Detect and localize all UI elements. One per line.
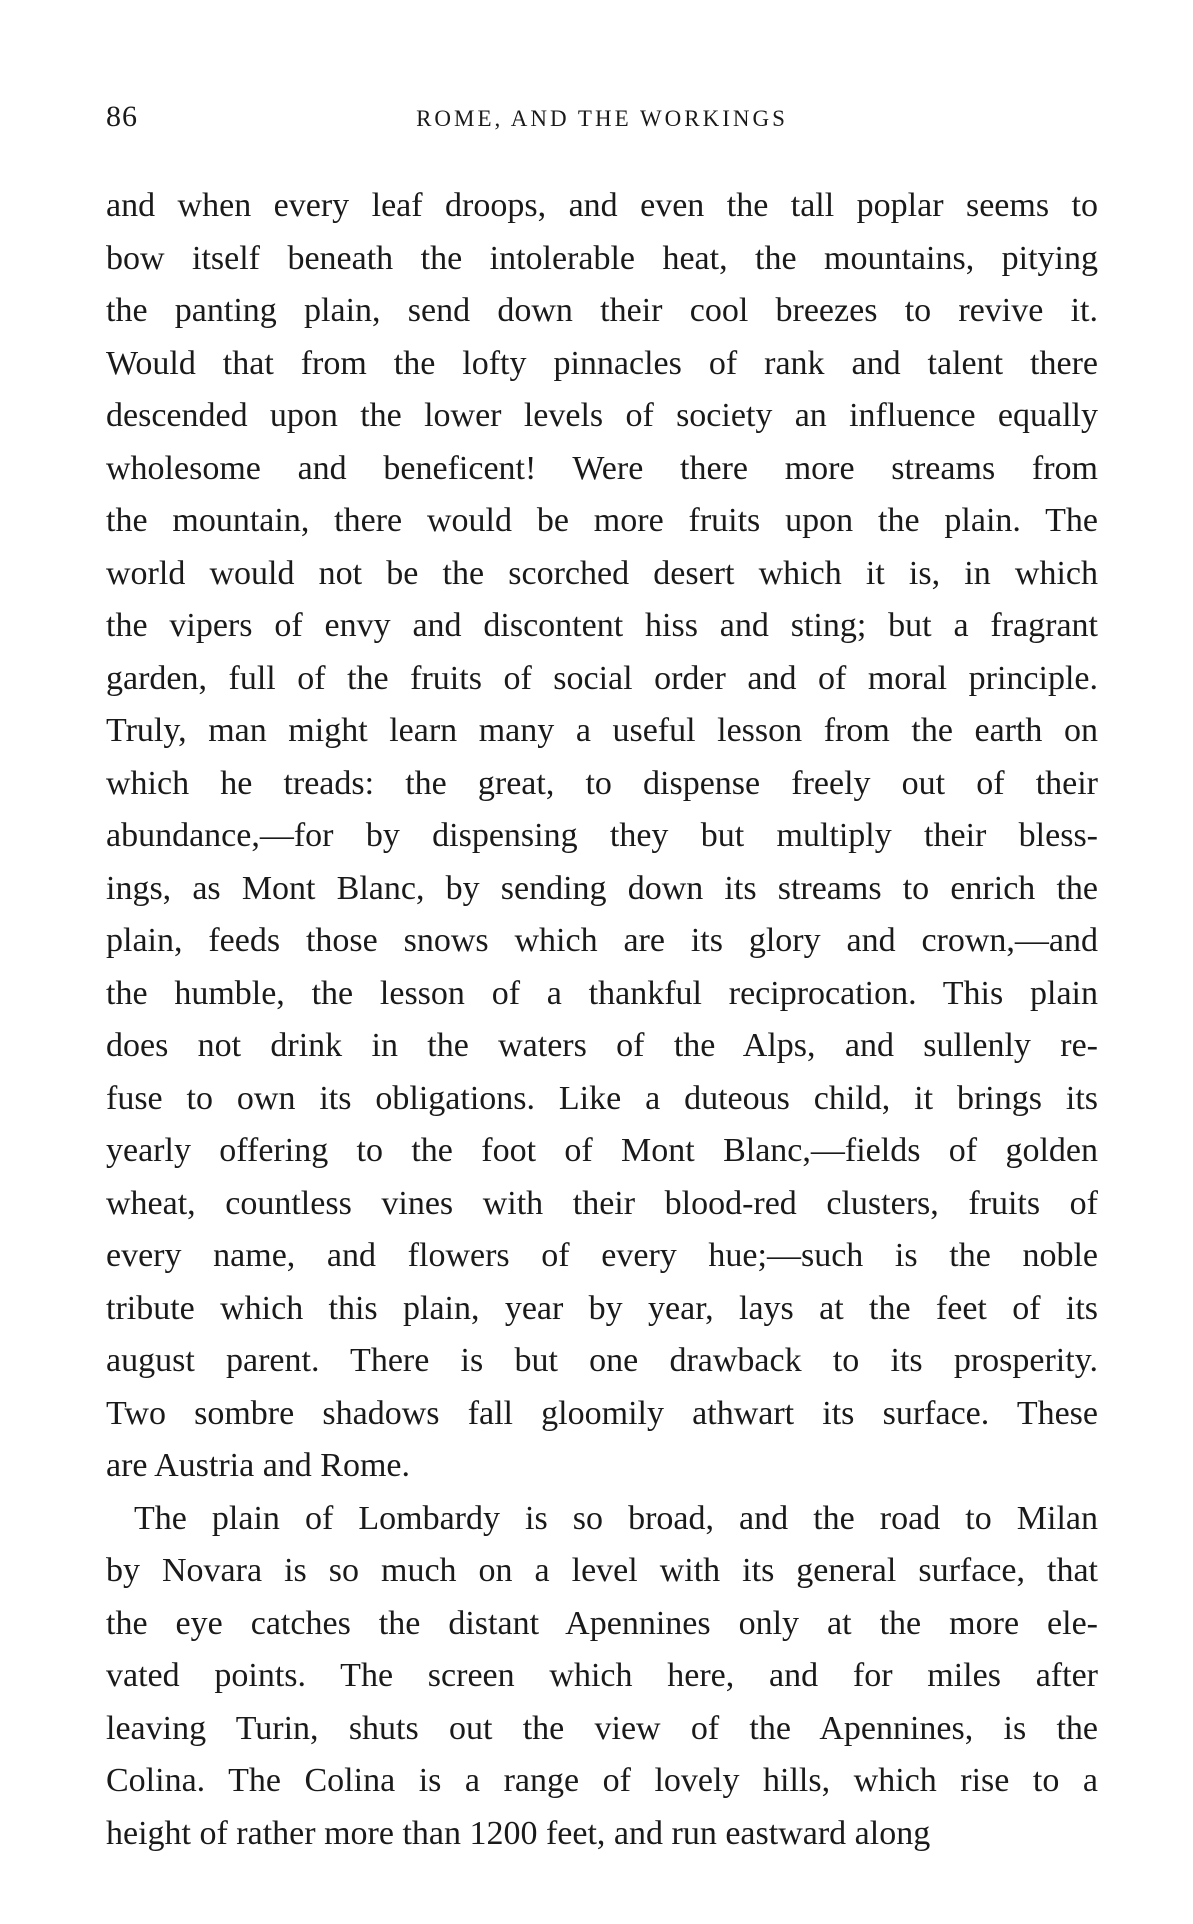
text-line: height of rather more than 1200 feet, and run eastward along [106,1814,931,1852]
text-line: the panting plain, send down their cool breezes to revive it. [106,292,1098,329]
text-line: garden, full of the fruits of social order and of moral principle. [106,659,1098,697]
text-line: Truly, man might learn many a useful lesson from the earth on [106,712,1098,749]
text-line: The plain of Lombardy is so broad, and the road to Milan [134,1499,1098,1537]
running-head: ROME, AND THE WORKINGS [416,106,788,131]
page-number: 86 [106,100,138,133]
text-line: and when every leaf droops, and even the tall poplar seems to [106,187,1098,224]
text-line: vated points. The screen which here, and for miles after [106,1657,1098,1694]
text-line: the mountain, there would be more fruits upon the plain. The [106,502,1098,539]
text-line: wheat, countless vines with their blood-red clusters, fruits of [106,1184,1098,1222]
text-line: are Austria and Rome. [106,1447,411,1484]
text-line: the humble, the lesson of a thankful reciprocation. This plain [106,974,1098,1012]
text-line: wholesome and beneficent! Were there more streams from [106,449,1098,487]
text-line: every name, and flowers of every hue;—such is the noble [106,1237,1098,1274]
text-line: which he treads: the great, to dispense freely out of their [106,764,1098,802]
text-line: Two sombre shadows fall gloomily athwart its surface. These [106,1394,1098,1432]
text-line: leaving Turin, shuts out the view of the Apennines, is the [106,1709,1098,1747]
text-line: bow itself beneath the intolerable heat, the mountains, pitying [106,239,1098,277]
text-line: plain, feeds those snows which are its glory and crown,—and [106,922,1098,959]
text-line: world would not be the scorched desert which it is, in which [106,554,1098,592]
text-line: does not drink in the waters of the Alps, and sullenly re- [106,1027,1098,1064]
text-line: Would that from the lofty pinnacles of rank and talent there [106,344,1098,382]
text-line: tribute which this plain, year by year, lays at the feet of its [106,1289,1098,1327]
text-line: august parent. There is but one drawback to its prosperity. [106,1342,1098,1379]
text-line: abundance,—for by dispensing they but multiply their bless- [106,817,1098,854]
text-line: descended upon the lower levels of society an influence equally [106,397,1098,434]
paragraph [106,180,1098,1493]
text-line: yearly offering to the foot of Mont Blanc,—fields of golden [106,1132,1098,1169]
text-line: the eye catches the distant Apennines only at the more ele- [106,1604,1098,1642]
text-line: Colina. The Colina is a range of lovely hills, which rise to a [106,1762,1098,1799]
page-header [106,100,1098,140]
text-line: ings, as Mont Blanc, by sending down its streams to enrich the [106,869,1098,907]
paragraph [106,1493,1098,1861]
body-text [106,180,1098,1860]
text-line: the vipers of envy and discontent hiss and sting; but a fragrant [106,607,1098,644]
text-line: by Novara is so much on a level with its general surface, that [106,1552,1098,1589]
text-line: fuse to own its obligations. Like a duteous child, it brings its [106,1079,1098,1117]
